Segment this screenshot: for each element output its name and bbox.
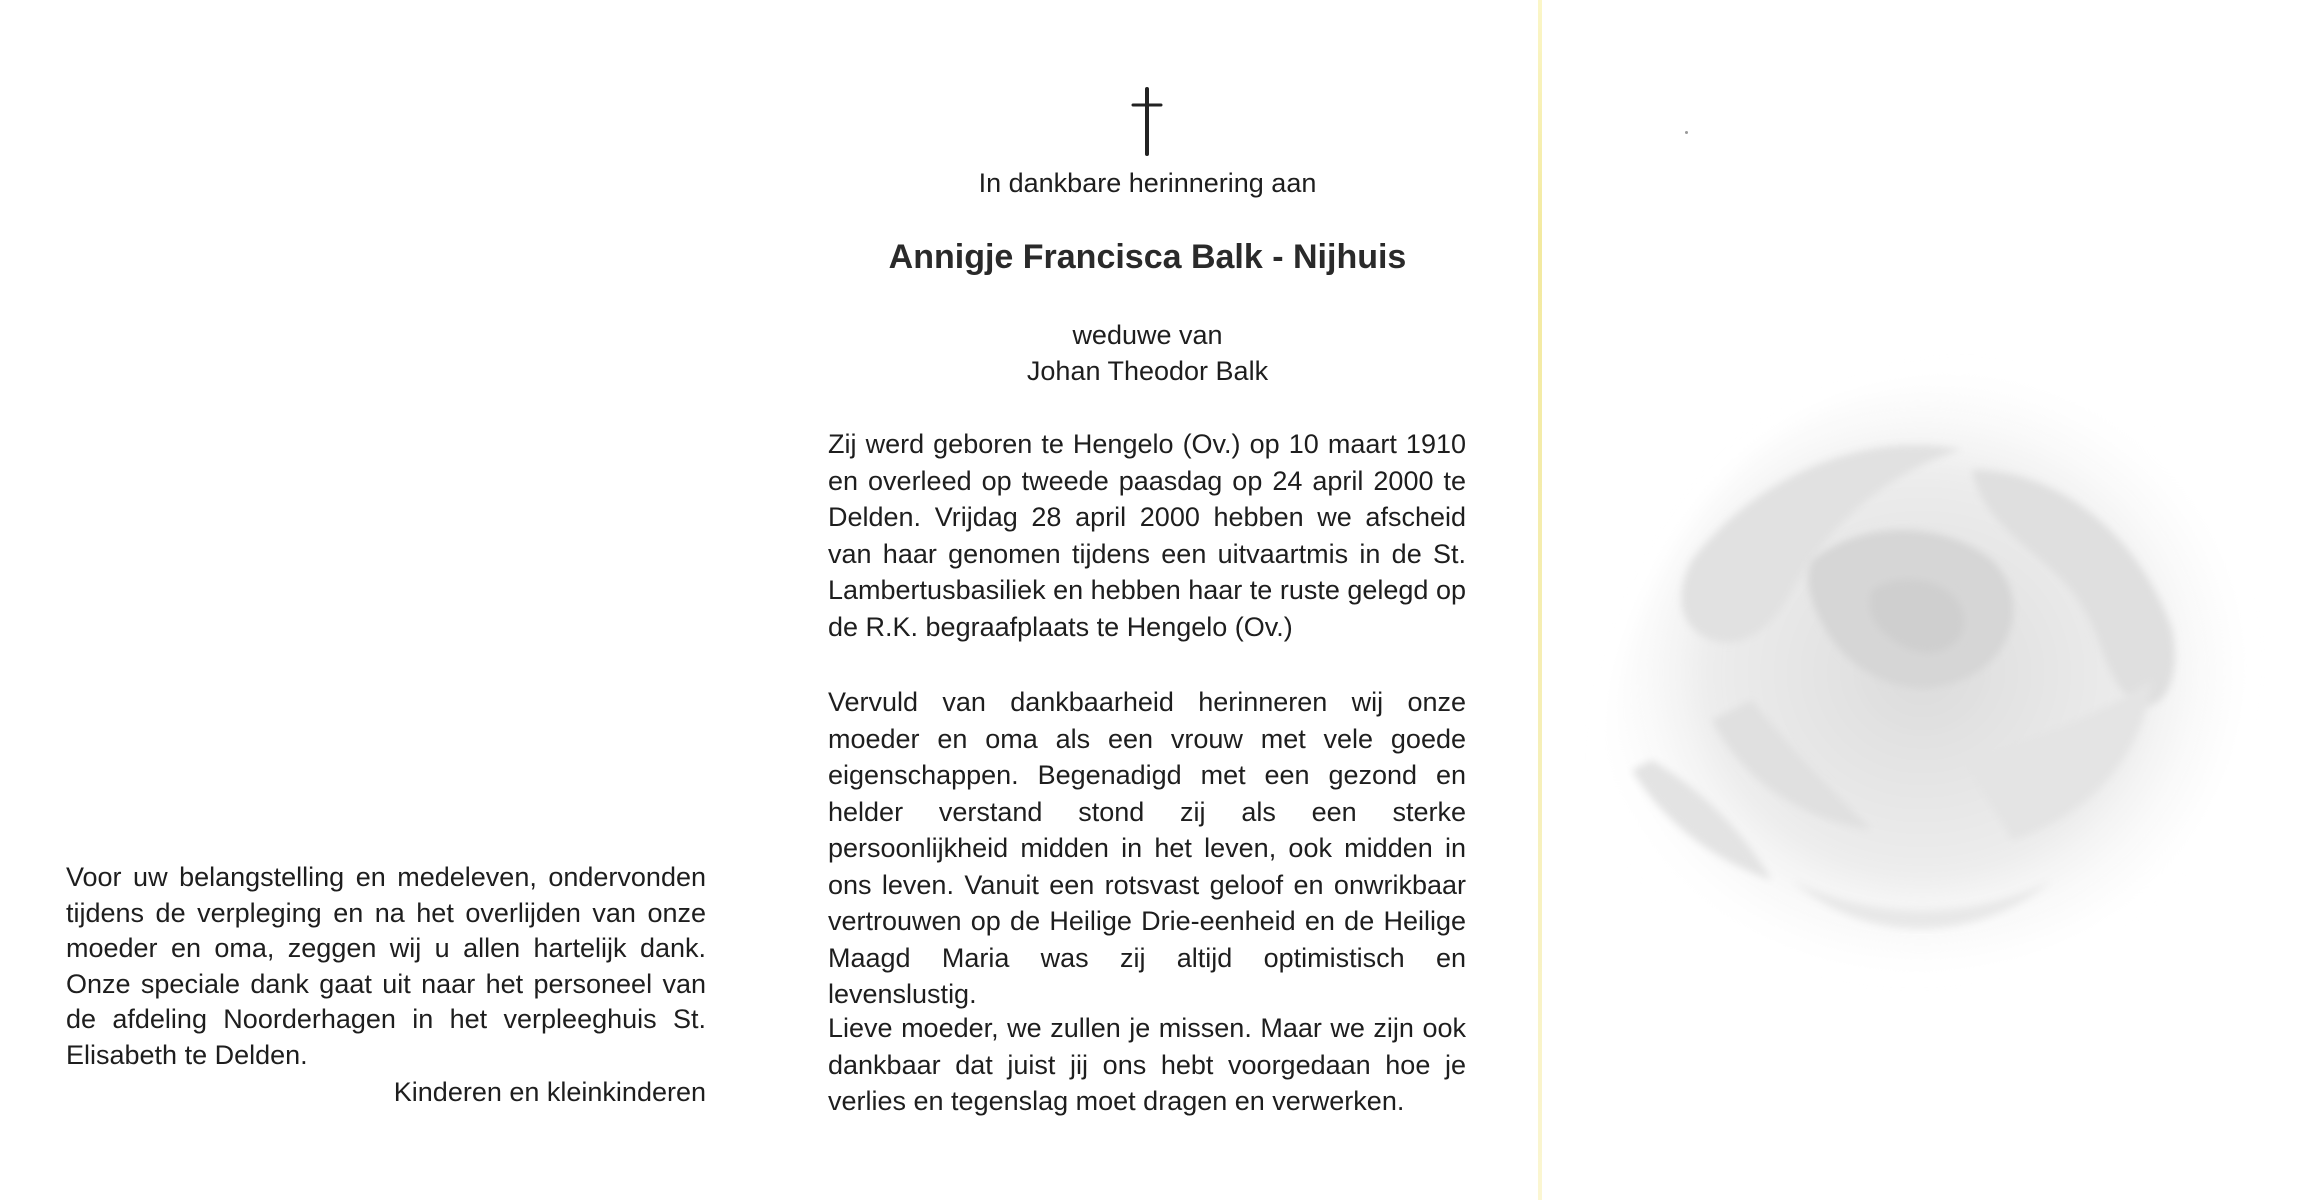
faded-rose-image [1542,0,2302,1200]
widow-label: weduwe van [1072,320,1223,350]
cross-icon [1130,86,1164,156]
spouse-name: Johan Theodor Balk [1026,356,1269,386]
right-panel [1542,0,2302,1200]
biography-paragraph: Zij werd geboren te Hengelo (Ov.) op 10 maart 1910 en overleed op tweede paasdag op 24 april 2000 te Delden. Vrijdag 28 april 2000 hebben we afscheid van haar genomen tijdens een uitvaartmis in de St. Lambertusbasiliek en hebben haar te ruste gelegd op de R.K. begraafplaats te Hengelo (Ov.) [828,429,1466,642]
deceased-name: Annigje Francisca Balk - Nijhuis [888,238,1407,276]
remembrance-paragraph: Vervuld van dankbaarheid herinneren wij onze moeder en oma als een vrouw met vele goede eigenschappen. Begenadigd met een gezond en helder verstand stond zij als een sterke persoonlijkheid midden in het leven, ook midden in ons leven. Vanuit een rotsvast geloof en onwrikbaar vertrouwen op de Heilige Drie-eenheid en de Heilige Maagd Maria was zij altijd optimistisch en levenslustig. [828,687,1466,1009]
signature: Kinderen en kleinkinderen [393,1077,706,1107]
intro-line: In dankbare herinnering aan [978,168,1317,198]
thanks-text: Voor uw belangstelling en medeleven, ondervonden tijdens de verpleging en na het overlijden van onze moeder en oma, zeggen wij u allen hartelijk dank. Onze speciale dank gaat uit naar het personeel van de afdeling Noorderhagen in het verpleeghuis St. Elisabeth te Delden. [66,862,706,1070]
left-panel [66,860,706,1111]
farewell-paragraph: Lieve moeder, we zullen je missen. Maar we zijn ook dankbaar dat juist jij ons hebt voorgedaan hoe je verlies en tegenslag moet dragen en verwerken. [828,1013,1466,1116]
paper-speck [1685,131,1688,134]
